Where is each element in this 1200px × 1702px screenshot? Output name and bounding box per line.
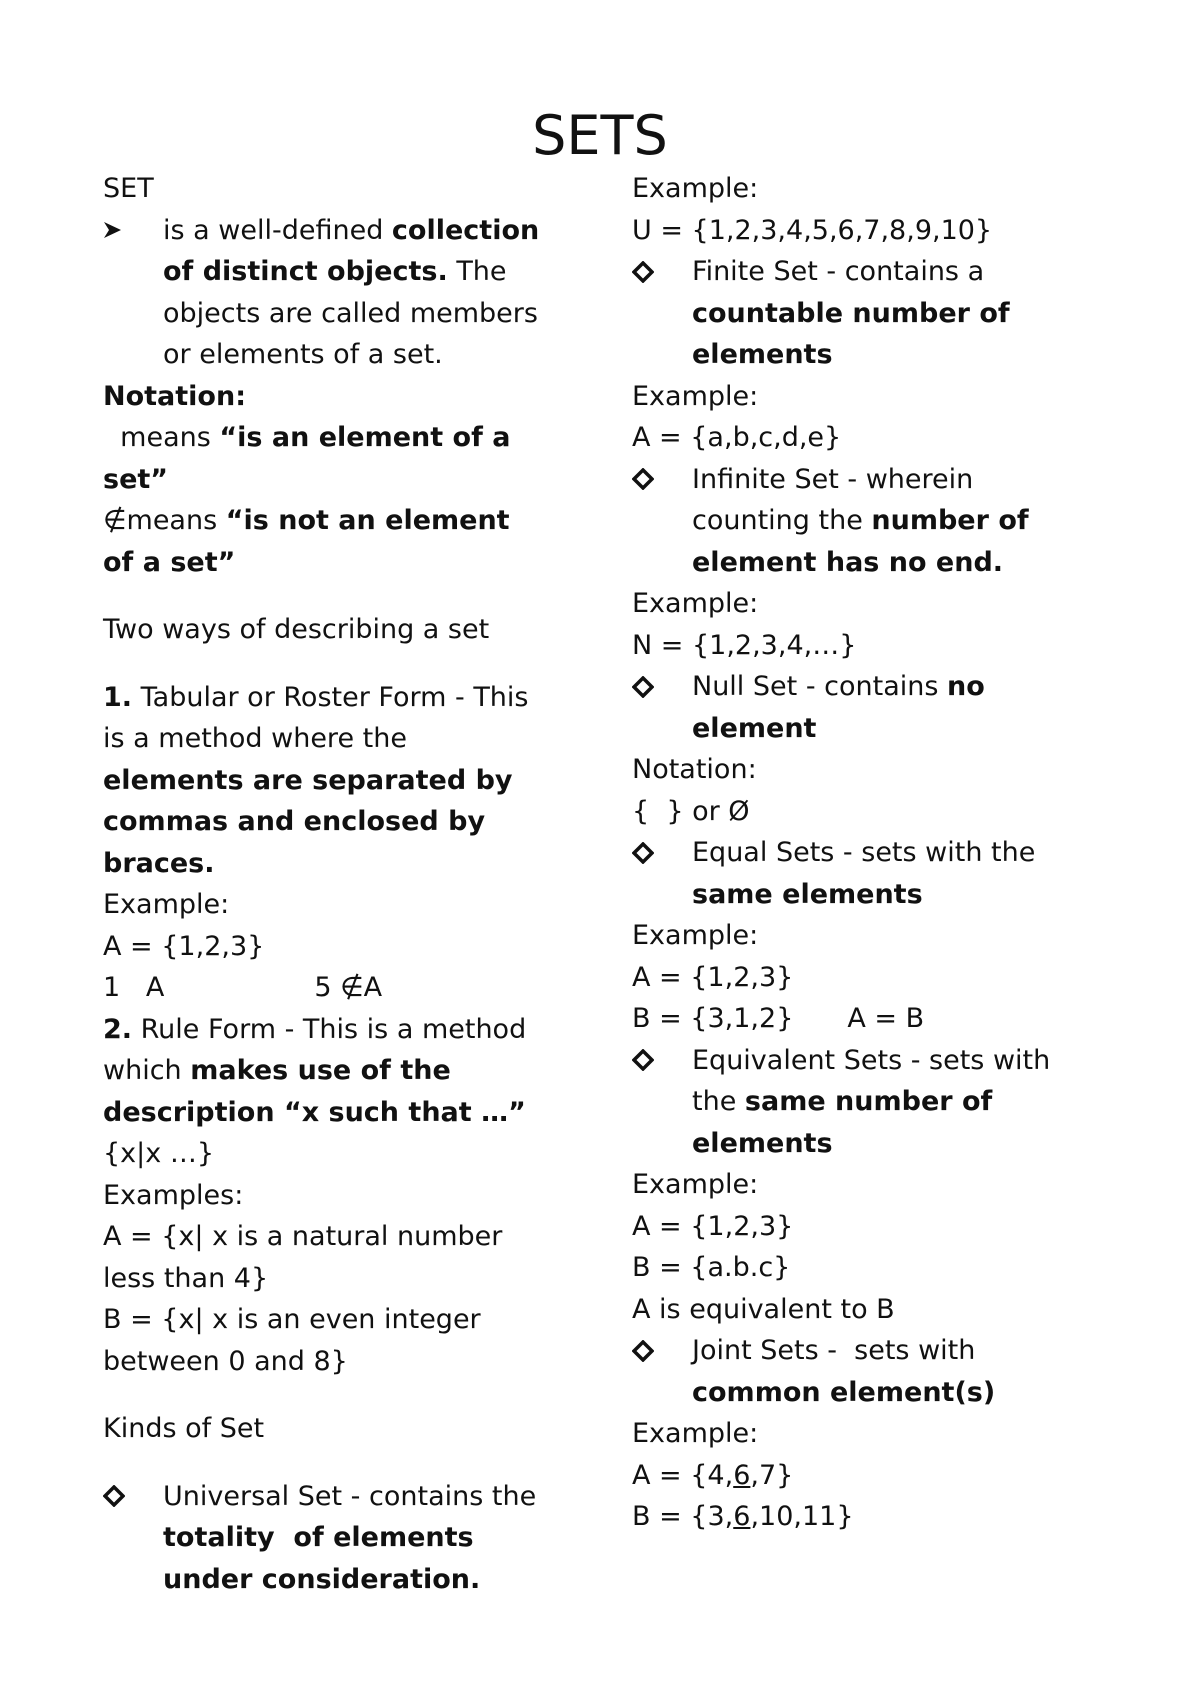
diamond-bullet-icon: [632, 666, 692, 708]
rule-example: between 0 and 8}: [103, 1345, 348, 1377]
rule-line: 2. Rule Form - This is a method: [103, 1013, 527, 1045]
joint-sets-line: common element(s): [692, 1376, 996, 1408]
page-title: SETS: [532, 104, 668, 167]
not-element-of-line: ∉means “is not an element: [103, 505, 510, 536]
element-of-line: means “is an element of a: [103, 422, 511, 453]
equal-example: A = {1,2,3}: [632, 961, 794, 993]
rule-example: A = {x| x is a natural number: [103, 1221, 503, 1252]
kinds-heading: Kinds of Set: [103, 1413, 265, 1444]
null-set-line: Null Set - contains no: [632, 666, 1102, 708]
infinite-set-line: element has no end.: [692, 546, 1004, 578]
finite-set-line: elements: [692, 339, 833, 370]
equivalent-example: A is equivalent to B: [632, 1293, 895, 1325]
equivalent-example: A = {1,2,3}: [632, 1210, 794, 1242]
left-column: [103, 168, 573, 1600]
definition-line: of distinct objects. The: [163, 256, 507, 287]
definition-line: or elements of a set.: [163, 339, 443, 370]
finite-set-line: Finite Set - contains a: [632, 251, 1102, 293]
diamond-bullet-icon: [103, 1476, 163, 1518]
diamond-bullet-icon: [632, 1040, 692, 1082]
definition-line: is a well-defined collection: [103, 210, 573, 252]
example-label: Example:: [632, 920, 759, 951]
two-ways-heading: Two ways of describing a set: [103, 614, 490, 645]
example-label: Example:: [632, 1418, 759, 1449]
arrow-bullet-icon: [103, 210, 163, 252]
equal-sets-line: Equal Sets - sets with the: [632, 832, 1102, 874]
joint-sets-line: Joint Sets - sets with: [632, 1330, 1102, 1372]
roster-example-membership: 1 A 5 ∉A: [103, 972, 383, 1003]
infinite-set-line: Infinite Set - wherein: [632, 459, 1102, 501]
infinite-set-line: counting the number of: [692, 505, 1029, 536]
null-notation: { } or Ø: [632, 795, 750, 827]
notation-heading: Notation:: [103, 380, 247, 412]
diamond-bullet-icon: [632, 459, 692, 501]
notation-label: Notation:: [632, 754, 757, 785]
rule-notation: {x|x …}: [103, 1138, 214, 1169]
example-label: Example:: [632, 380, 759, 412]
example-label: Example:: [632, 588, 759, 619]
finite-set-line: countable number of: [692, 297, 1010, 329]
not-element-of-line: of a set”: [103, 546, 236, 578]
examples-label: Examples:: [103, 1179, 244, 1211]
universal-set-line: totality of elements: [163, 1522, 474, 1553]
equivalent-example: B = {a.b.c}: [632, 1252, 791, 1283]
element-of-line: set”: [103, 463, 169, 495]
roster-line: braces.: [103, 847, 215, 879]
joint-example: B = {3,6,10,11}: [632, 1501, 854, 1532]
roster-line: elements are separated by: [103, 764, 513, 796]
roster-line: is a method where the: [103, 723, 407, 754]
rule-example: B = {x| x is an even integer: [103, 1304, 481, 1335]
example-label: Example:: [632, 173, 759, 204]
equal-sets-line: same elements: [692, 878, 923, 910]
diamond-bullet-icon: [632, 1330, 692, 1372]
universal-example: U = {1,2,3,4,5,6,7,8,9,10}: [632, 214, 993, 246]
equivalent-sets-line: the same number of: [692, 1086, 993, 1117]
example-label: Example:: [632, 1169, 759, 1200]
rule-line: description “x such that …”: [103, 1096, 526, 1128]
roster-line: 1. Tabular or Roster Form - This: [103, 681, 529, 713]
rule-example: less than 4}: [103, 1262, 269, 1294]
roster-example: A = {1,2,3}: [103, 930, 265, 962]
finite-example: A = {a,b,c,d,e}: [632, 422, 842, 453]
universal-set-line: Universal Set - contains the: [103, 1476, 573, 1518]
joint-example: A = {4,6,7}: [632, 1459, 794, 1491]
infinite-example: N = {1,2,3,4,…}: [632, 629, 857, 661]
diamond-bullet-icon: [632, 832, 692, 874]
set-heading: SET: [103, 173, 154, 204]
equal-example: B = {3,1,2} A = B: [632, 1003, 925, 1034]
equivalent-sets-line: Equivalent Sets - sets with: [632, 1040, 1102, 1082]
right-column: [632, 168, 1102, 1538]
diamond-bullet-icon: [632, 251, 692, 293]
roster-line: commas and enclosed by: [103, 806, 486, 837]
rule-line: which makes use of the: [103, 1055, 451, 1086]
null-set-line: element: [692, 712, 817, 744]
universal-set-line: under consideration.: [163, 1563, 481, 1595]
equivalent-sets-line: elements: [692, 1127, 833, 1159]
definition-line: objects are called members: [163, 297, 538, 329]
example-label: Example:: [103, 889, 230, 920]
